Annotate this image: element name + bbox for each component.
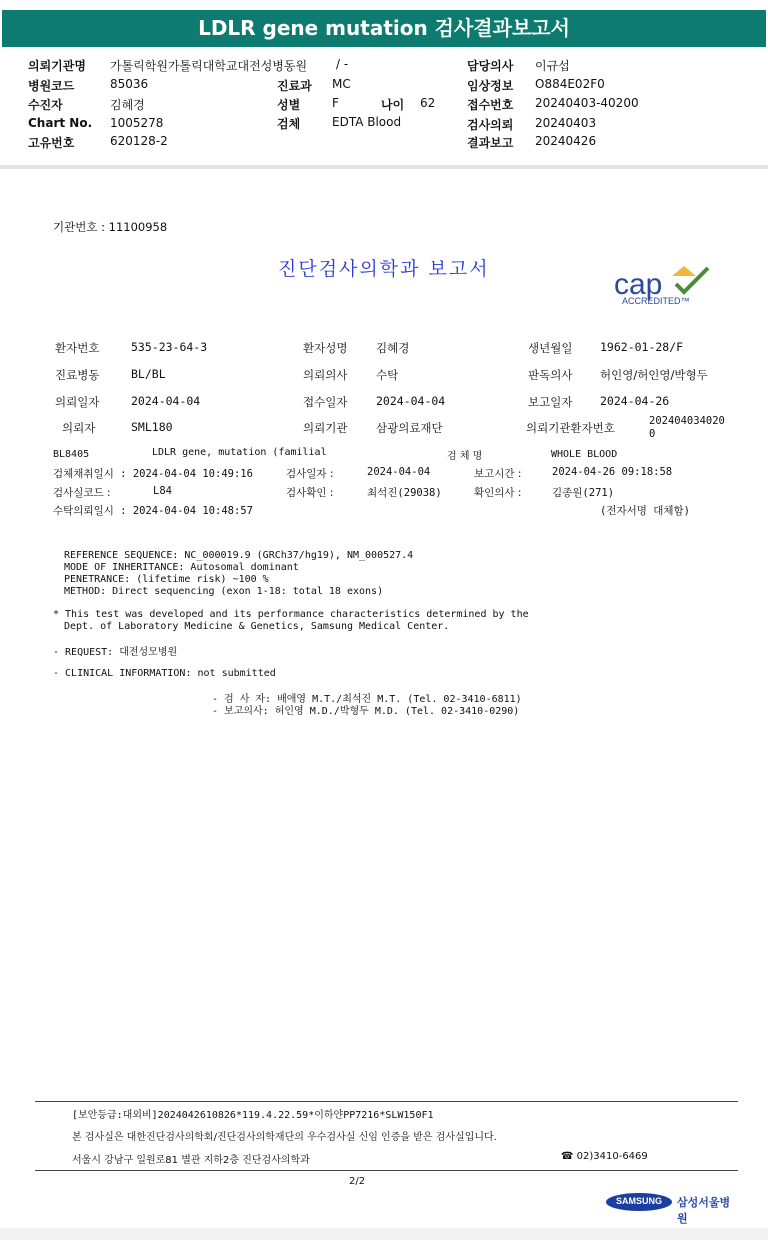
signature-reporter: - 보고의사: 허인영 M.D./박형두 M.D. (Tel. 02-3410-0290) xyxy=(212,706,520,717)
label-lab-code: 검사실코드 : xyxy=(53,487,111,499)
label-report-date: 결과보고 xyxy=(467,136,514,150)
inheritance: MODE OF INHERITANCE: Autosomal dominant xyxy=(64,562,299,573)
value-chart-no: 1005278 xyxy=(110,116,164,130)
value-hospital-code: 85036 xyxy=(110,77,149,91)
cap-sub-text: ACCREDITED™ xyxy=(622,296,690,306)
footer-phone: ☎ 02)3410-6469 xyxy=(561,1151,648,1162)
value-requesting-inst: 삼광의료재단 xyxy=(376,421,443,435)
cap-logo-text: cap xyxy=(614,268,663,301)
label-unique-no: 고유번호 xyxy=(28,136,75,150)
value-ordering-doctor: 수탁 xyxy=(376,368,399,382)
test-code: BL8405 xyxy=(53,449,90,460)
value-inst-patient-no-tail: 0 xyxy=(649,428,656,440)
label-confirm-doctor: 확인의사 : xyxy=(474,487,522,499)
value-request-date: 20240403 xyxy=(535,116,597,130)
label-ordering-doctor: 의뢰의사 xyxy=(303,368,348,382)
value-birth: 1962-01-28/F xyxy=(600,340,684,354)
value-report-date2: 2024-04-26 xyxy=(600,394,670,408)
penetrance: PENETRANCE: (lifetime risk) ~100 % xyxy=(64,574,269,585)
value-clinical-info: O884E02F0 xyxy=(535,77,605,91)
label-doctor: 담당의사 xyxy=(467,59,514,73)
consign-datetime: 수탁의뢰일시 : 2024-04-04 10:48:57 xyxy=(53,505,253,517)
collection-datetime: 검체채취일시 : 2024-04-04 10:49:16 xyxy=(53,468,253,480)
label-requester: 의뢰자 xyxy=(62,421,96,435)
value-specimen: EDTA Blood xyxy=(332,115,402,129)
value-patient-name: 김혜경 xyxy=(376,341,410,355)
value-specimen-name: WHOLE BLOOD xyxy=(551,449,618,460)
label-patient-name: 환자성명 xyxy=(303,341,348,355)
label-institution: 의뢰기관명 xyxy=(28,59,86,73)
label-age: 나이 xyxy=(381,98,405,112)
value-patient-no: 535-23-64-3 xyxy=(131,340,208,354)
request-line: - REQUEST: 대전성모병원 xyxy=(53,647,178,658)
footer-bottom-rule xyxy=(35,1170,738,1171)
value-patient: 김혜경 xyxy=(110,98,145,112)
report-title-bar: LDLR gene mutation 검사결과보고서 xyxy=(2,10,766,47)
ref-sequence: REFERENCE SEQUENCE: NC_000019.9 (GRCh37/hg19), NM_000527.4 xyxy=(64,550,414,561)
label-patient: 수진자 xyxy=(28,98,63,112)
value-department: MC xyxy=(332,77,351,91)
label-receipt-no: 접수번호 xyxy=(467,98,514,112)
signature-tester: - 검 사 자: 배애영 M.T./최석진 M.T. (Tel. 02-3410-6811) xyxy=(212,694,522,705)
header-divider xyxy=(0,165,768,169)
value-report-date: 20240426 xyxy=(535,134,597,148)
label-inst-patient-no: 의뢰기관환자번호 xyxy=(526,421,615,435)
test-name: LDLR gene, mutation (familial xyxy=(152,447,327,458)
samsung-brand-text: SAMSUNG xyxy=(615,1196,662,1206)
label-birth: 생년월일 xyxy=(528,341,573,355)
value-doctor: 이규섭 xyxy=(535,59,570,73)
value-receipt-no: 20240403-40200 xyxy=(535,96,639,110)
label-clinical-info: 임상정보 xyxy=(467,79,514,93)
value-unique-no: 620128-2 xyxy=(110,134,168,148)
label-order-date: 의뢰일자 xyxy=(55,395,100,409)
label-report-date2: 보고일자 xyxy=(528,395,573,409)
label-test-date: 검사일자 : xyxy=(286,468,334,480)
label-report-time: 보고시간 : xyxy=(474,468,522,480)
label-specimen: 검체 xyxy=(277,117,301,131)
label-ward: 진료병동 xyxy=(55,368,100,382)
esign-note: (전자서명 대체함) xyxy=(600,505,690,517)
value-report-time: 2024-04-26 09:18:58 xyxy=(552,466,673,478)
value-requester: SML180 xyxy=(131,420,173,434)
value-reading-doctor: 허인영/허인영/박형두 xyxy=(600,368,708,382)
label-receipt-date: 접수일자 xyxy=(303,395,348,409)
label-specimen-name: 검 체 명 xyxy=(447,451,483,462)
value-confirm-doctor: 김종원(271) xyxy=(552,487,615,499)
clinical-line: - CLINICAL INFORMATION: not submitted xyxy=(53,668,276,679)
value-test-date: 2024-04-04 xyxy=(367,466,431,478)
certification-line: 본 검사실은 대한진단검사의학회/진단검사의학재단의 우수검사실 신임 인증을 받은 검사실입니다. xyxy=(72,1132,497,1143)
label-requesting-inst: 의뢰기관 xyxy=(303,421,348,435)
label-chart-no: Chart No. xyxy=(28,116,93,130)
label-department: 진료과 xyxy=(277,79,312,93)
value-institution-sep: / - xyxy=(336,57,349,71)
value-sex: F xyxy=(332,96,339,110)
label-patient-no: 환자번호 xyxy=(55,341,100,355)
value-inst-patient-no: 202404034020 xyxy=(649,415,725,427)
label-hospital-code: 병원코드 xyxy=(28,79,75,93)
value-test-check: 최석진(29038) xyxy=(367,487,442,499)
value-age: 62 xyxy=(420,96,436,110)
hospital-name-text: 삼성서울병원 xyxy=(677,1196,731,1225)
value-order-date: 2024-04-04 xyxy=(131,394,201,408)
note-line-2: Dept. of Laboratory Medicine & Genetics, Samsung Medical Center. xyxy=(64,621,450,632)
samsung-hospital-logo xyxy=(606,1191,740,1225)
institution-number: 기관번호 : 11100958 xyxy=(53,220,168,234)
security-line: [보안등급:대외비]2024042610826*119.4.22.59*이하얀PP7216*SLW150F1 xyxy=(72,1110,434,1121)
note-line-1: * This test was developed and its performance characteristics determined by the xyxy=(53,609,529,620)
value-receipt-date: 2024-04-04 xyxy=(376,394,446,408)
value-institution: 가톨릭학원가톨릭대학교대전성병동원 xyxy=(110,59,308,73)
report-heading: 진단검사의학과 보고서 xyxy=(278,258,490,280)
value-ward: BL/BL xyxy=(131,367,166,381)
label-request-date: 검사의뢰 xyxy=(467,118,514,132)
label-sex: 성별 xyxy=(277,98,301,112)
value-lab-code: L84 xyxy=(153,485,172,497)
label-test-check: 검사확인 : xyxy=(286,487,334,499)
address-line: 서울시 강남구 일원로81 별관 지하2층 진단검사의학과 xyxy=(72,1155,310,1166)
page-number: 2/2 xyxy=(349,1176,366,1187)
method: METHOD: Direct sequencing (exon 1-18: total 18 exons) xyxy=(64,586,384,597)
label-reading-doctor: 판독의사 xyxy=(528,368,573,382)
cap-accredited-logo xyxy=(612,262,712,308)
footer-top-rule xyxy=(35,1101,738,1102)
